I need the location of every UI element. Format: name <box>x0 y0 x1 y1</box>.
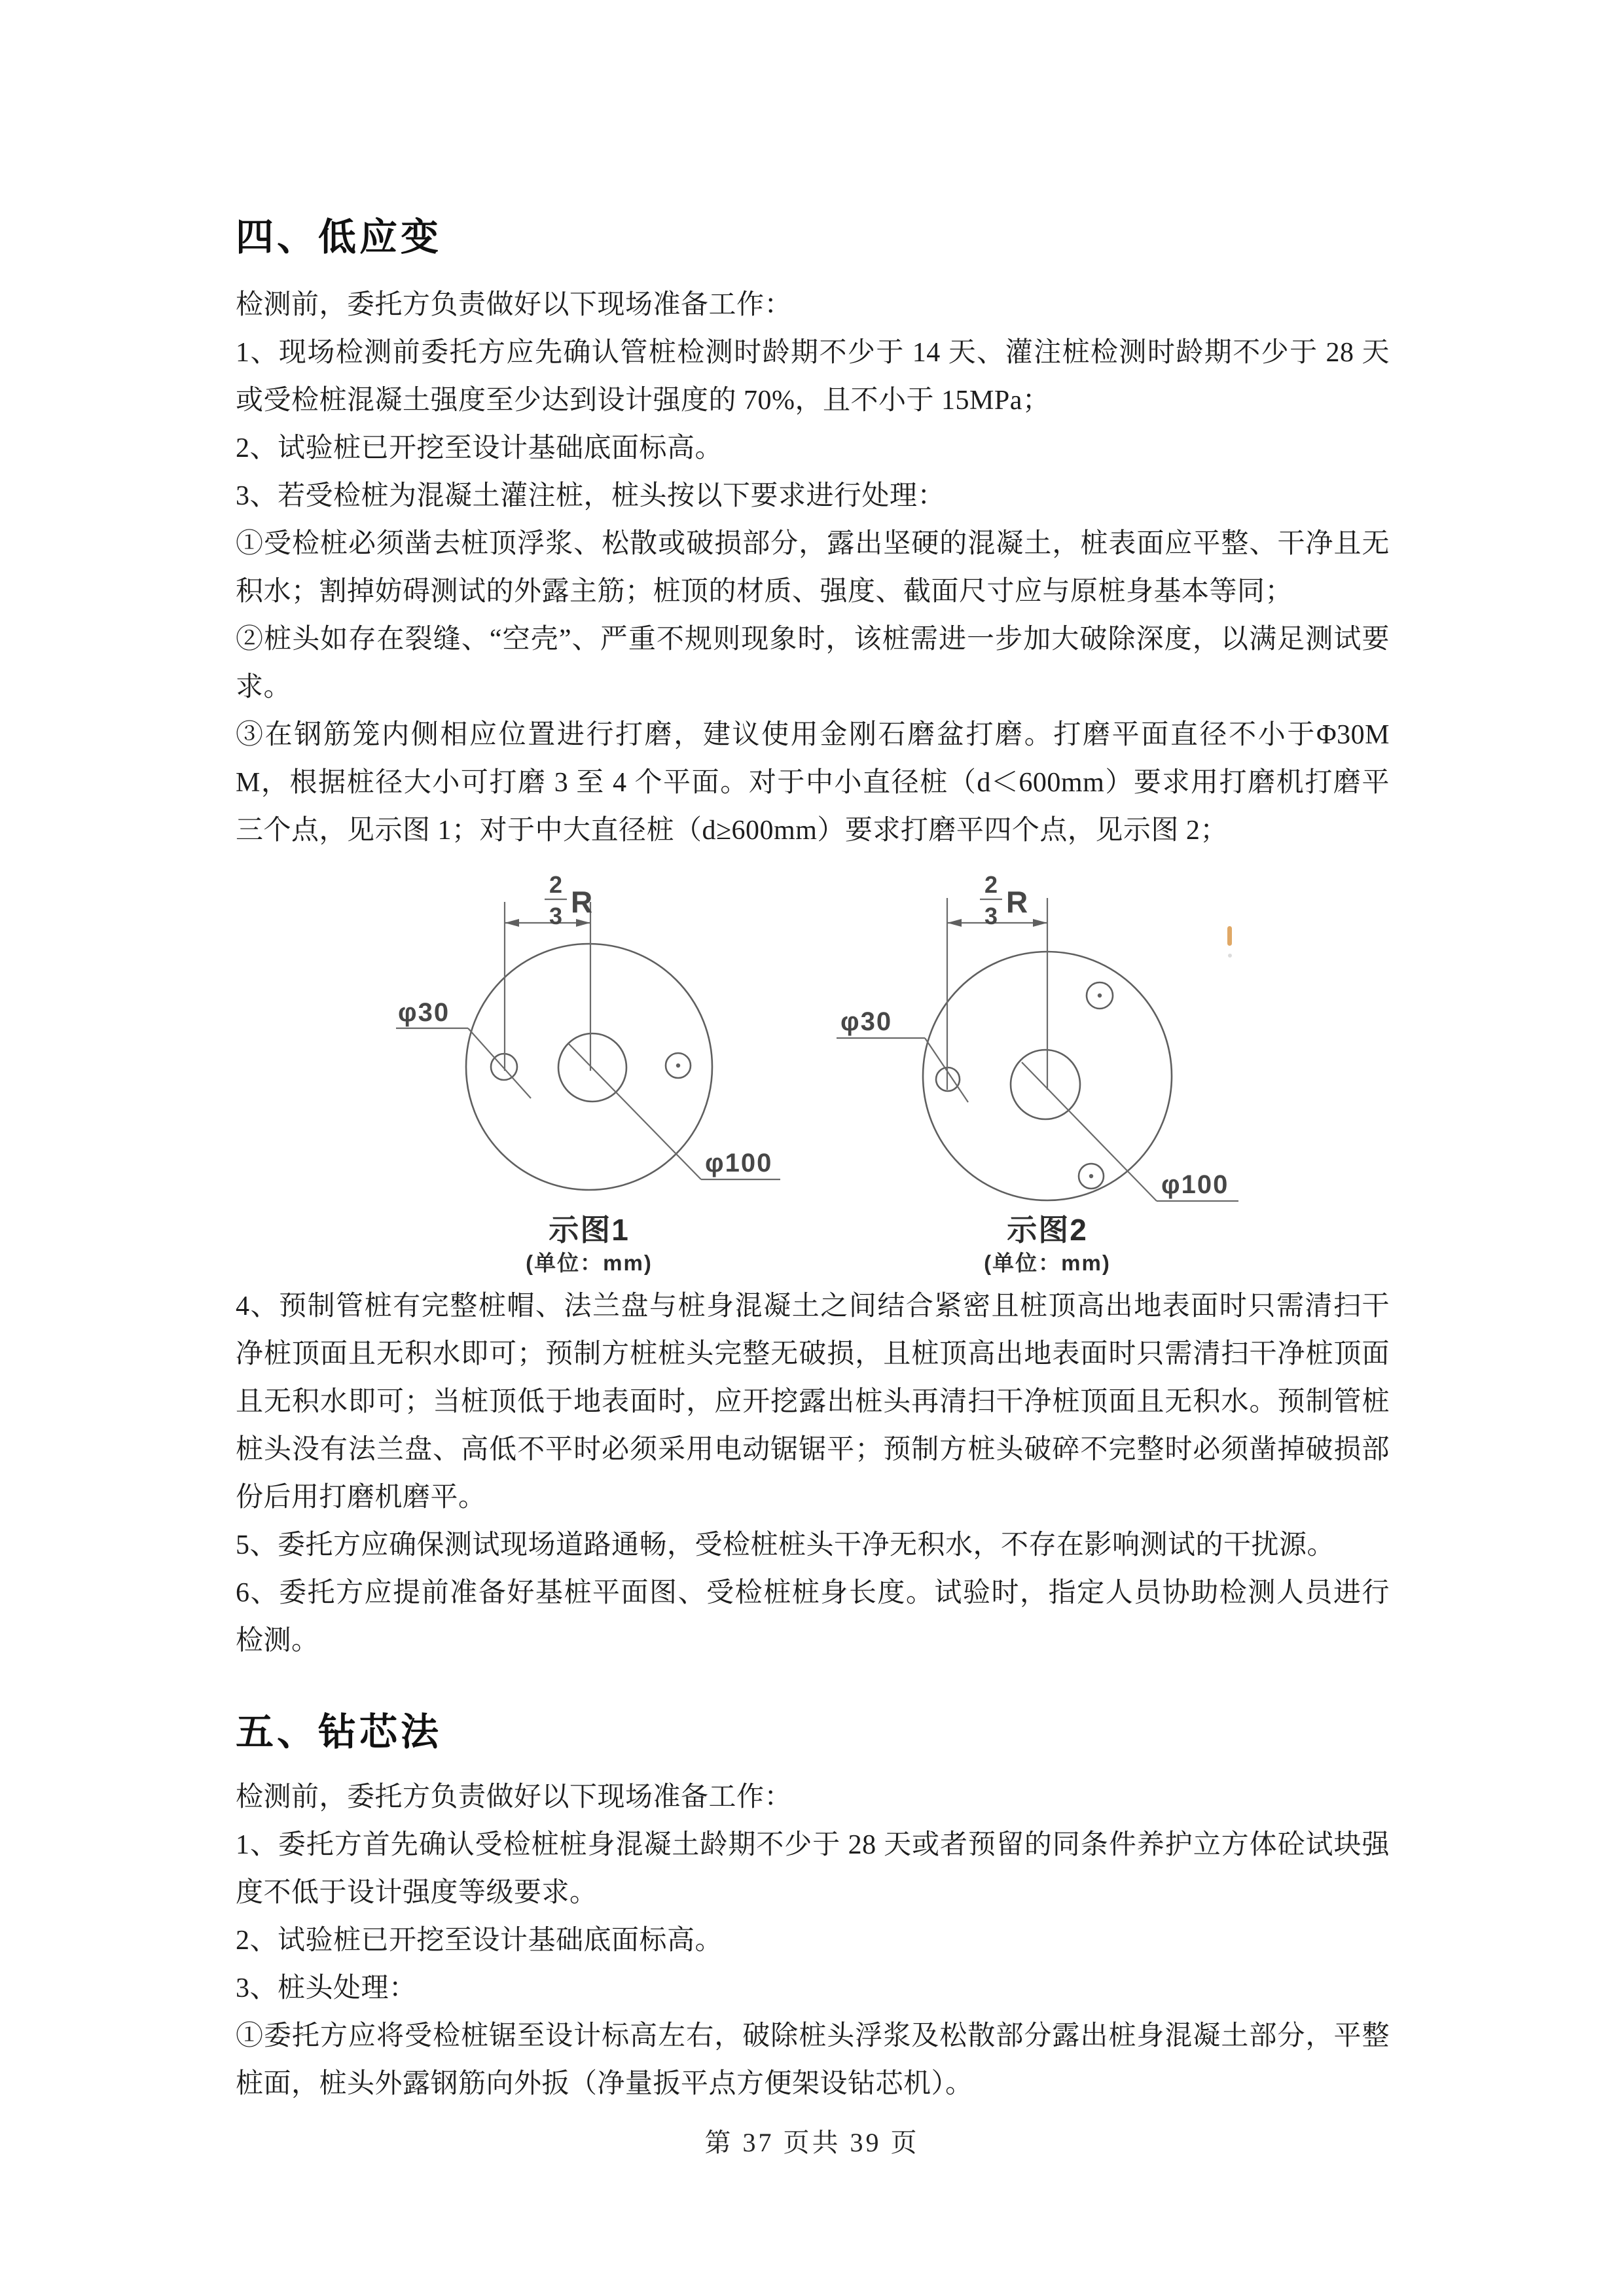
page-footer: 第 37 页共 39 页 <box>704 2128 920 2157</box>
arrow-left-icon <box>947 919 962 927</box>
section5-item-1: 1、委托方首先确认受检桩桩身混凝土龄期不少于 28 天或者预留的同条件养护立方体砼试块强度不低于设计强度等级要求。 <box>236 1830 1390 1908</box>
dim-fraction-numerator: 2 <box>549 871 563 898</box>
figure-2-unit: (单位：mm) <box>984 1251 1111 1275</box>
grind-point-upper-right-dot <box>1098 994 1102 997</box>
pile-grinding-figures <box>360 864 1276 1276</box>
section-heading-low-strain: 四、低应变 <box>236 216 442 259</box>
section4-item-2: 2、试验桩已开挖至设计基础底面标高。 <box>236 433 723 463</box>
section4-item-3: 3、若受检桩为混凝土灌注桩，桩头按以下要求进行处理： <box>236 481 946 511</box>
section5-item-4: ①委托方应将受检桩锯至设计标高左右，破除桩头浮浆及松散部分露出桩身混凝土部分，平整桩面，桩头外露钢筋向外扳（净量扳平点方便架设钻芯机）。 <box>236 2021 1390 2099</box>
section4-item-6: ③在钢筋笼内侧相应位置进行打磨，建议使用金刚石磨盆打磨。打磨平面直径不小于Φ30MM，根据桩径大小可打磨 3 至 4 个平面。对于中小直径桩（d＜600mm）要求用打磨机打磨平三个点，见示图 1；对于中大直径桩（d≥600mm）要求打磨平四个点，见示图 2； <box>236 720 1390 846</box>
section4-item-9: 6、委托方应提前准备好基桩平面图、受检桩桩身长度。试验时，指定人员协助检测人员进行检测。 <box>236 1578 1390 1656</box>
section5-item-2: 2、试验桩已开挖至设计基础底面标高。 <box>236 1926 723 1956</box>
hole-small-label: φ30 <box>840 1007 893 1036</box>
dim-radius-label: R <box>571 885 593 919</box>
section-heading-core-drilling: 五、钻芯法 <box>236 1711 442 1753</box>
figure-2 <box>818 864 1276 1276</box>
section4-item-1: 1、现场检测前委托方应先确认管桩检测时龄期不少于 14 天、灌注桩检测时龄期不少于 28 天或受检桩混凝土强度至少达到设计强度的 70%，且不小于 15MPa； <box>236 338 1390 416</box>
section4-item-8: 5、委托方应确保测试现场道路通畅，受检桩桩头干净无积水，不存在影响测试的干扰源。 <box>236 1530 1335 1560</box>
dim-fraction-numerator: 2 <box>984 871 998 898</box>
section4-intro: 检测前，委托方负责做好以下现场准备工作： <box>236 290 793 320</box>
section4-item-4: ①受检桩必须凿去桩顶浮浆、松散或破损部分，露出坚硬的混凝土，桩表面应平整、干净且无积水；割掉妨碍测试的外露主筋；桩顶的材质、强度、截面尺寸应与原桩身基本等同； <box>236 529 1390 607</box>
figure-1-caption: 示图1 <box>549 1213 630 1247</box>
document-content <box>236 216 1390 2108</box>
dim-fraction-denominator: 3 <box>549 903 563 929</box>
section4-item-7: 4、预制管桩有完整桩帽、法兰盘与桩身混凝土之间结合紧密且桩顶高出地表面时只需清扫干净桩顶面且无积水即可；预制方桩桩头完整无破损，且桩顶高出地表面时只需清扫干净桩顶面且无积水即可；当桩顶低于地表面时，应开挖露出桩头再清扫干净桩顶面且无积水。预制管桩桩头没有法兰盘、高低不平时必须采用电动锯锯平；预制方桩头破碎不完整时必须凿掉破损部份后用打磨机磨平。 <box>236 1291 1390 1513</box>
hole-small-label: φ30 <box>398 998 450 1027</box>
scan-artifact-mark <box>1227 926 1232 946</box>
scan-artifact-dot <box>1228 954 1232 958</box>
hole-large-label: φ100 <box>1161 1170 1229 1199</box>
figure-2-caption: 示图2 <box>1007 1213 1088 1247</box>
center-hole-circle <box>1011 1050 1080 1119</box>
hole-large-label: φ100 <box>705 1149 773 1177</box>
leader-diagonal-large <box>568 1043 701 1179</box>
figure-1-unit: (单位：mm) <box>526 1251 653 1275</box>
section5-item-3: 3、桩头处理： <box>236 1973 417 2003</box>
section4-item-5: ②桩头如存在裂缝、“空壳”、严重不规则现象时，该桩需进一步加大破除深度，以满足测试要求。 <box>236 624 1390 702</box>
section5-intro: 检测前，委托方负责做好以下现场准备工作： <box>236 1782 793 1812</box>
grind-point-lower-dot <box>1089 1174 1093 1178</box>
pile-section-diagram-1 <box>360 864 818 1211</box>
dim-fraction-denominator: 3 <box>984 903 998 929</box>
figure-1 <box>360 864 818 1276</box>
arrow-right-icon <box>576 919 590 927</box>
pile-section-diagram-2 <box>818 864 1276 1211</box>
grind-point-right-dot <box>676 1064 680 1067</box>
leader-diagonal-small <box>468 1028 531 1098</box>
arrow-right-icon <box>1033 919 1047 927</box>
leader-diagonal-large <box>1022 1062 1157 1201</box>
dim-radius-label: R <box>1006 885 1028 919</box>
arrow-left-icon <box>505 919 519 927</box>
